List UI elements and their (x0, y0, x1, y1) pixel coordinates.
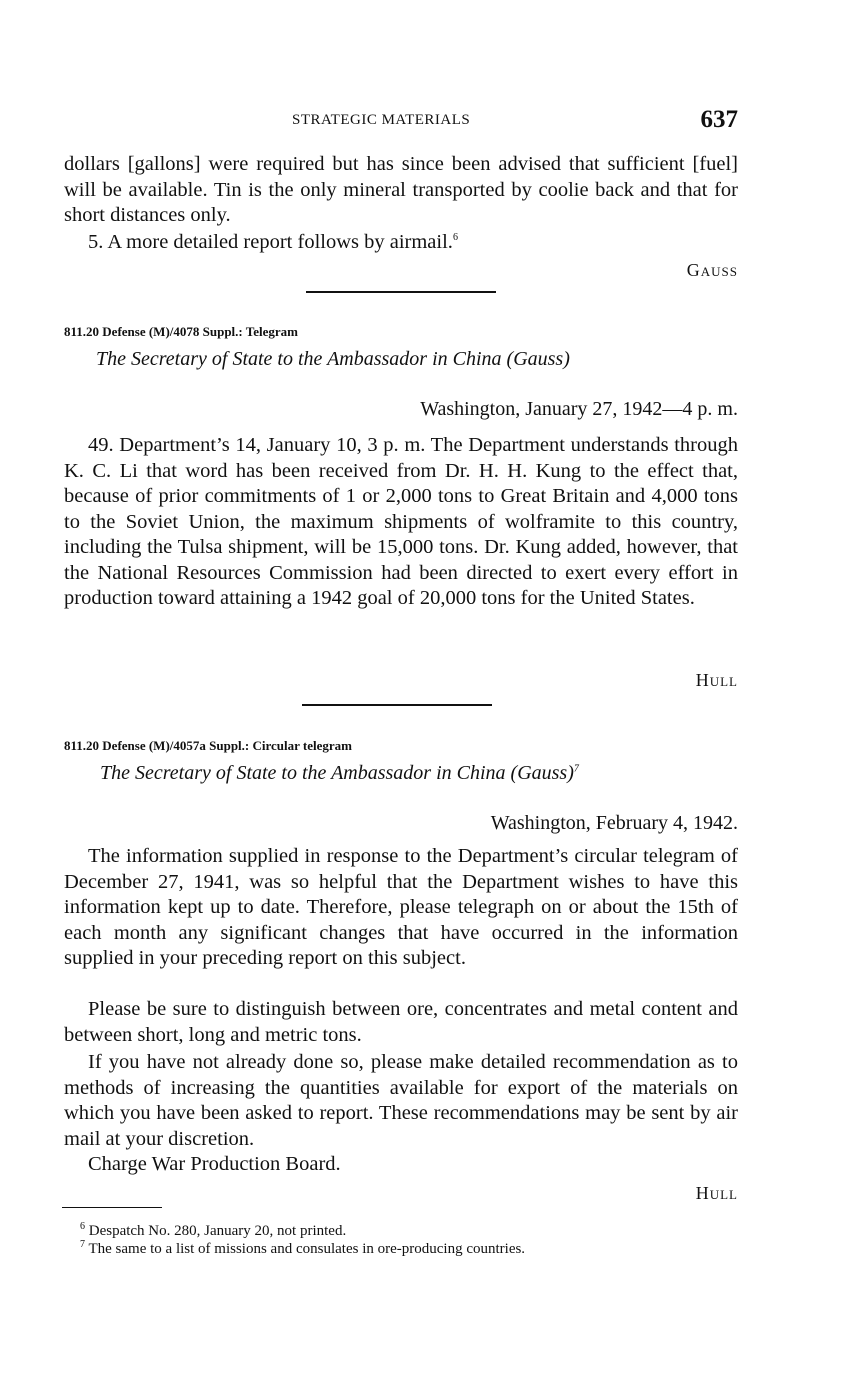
footnote-mark: 6 (80, 1221, 85, 1232)
footnote-mark: 7 (80, 1239, 85, 1250)
document-title: The Secretary of State to the Ambassador in China (Gauss) (96, 348, 570, 370)
footnote-text: Despatch No. 280, January 20, not printed. (88, 1223, 347, 1239)
signature-hull: Hull (695, 1183, 738, 1203)
file-number: 811.20 Defense (M)/4057a Suppl.: Circular telegram (64, 738, 353, 753)
footnote-ref-7: 7 (573, 763, 579, 775)
footnote-rule (62, 1207, 162, 1208)
continuation-text: dollars [gallons] were required but has since been advised that sufficient [fuel] will be available. Tin is the only mineral transported by coolie back and that for short distances only. (64, 153, 738, 226)
continuation-paragraph (64, 152, 738, 229)
dateline-text: Washington, January 27, 1942—4 p. m. (420, 398, 738, 420)
dateline (420, 398, 738, 421)
running-title: STRATEGIC MATERIALS (292, 112, 471, 128)
signature-hull: Hull (695, 670, 738, 690)
footnote (80, 1240, 720, 1258)
document-title-text: The Secretary of State to the Ambassador in China (Gauss) (100, 762, 574, 784)
circular-paragraph: Please be sure to distinguish between ore, concentrates and metal content and between short, long and metric tons. (64, 998, 738, 1046)
circular-paragraph: If you have not already done so, please make detailed recommendation as to methods of increasing the quantities available for export of the materials on which you have been asked to report. These recommendations may be sent by air mail at your discretion. (64, 1051, 738, 1150)
document-title (100, 762, 579, 785)
footnote (80, 1222, 720, 1240)
footnote-text: The same to a list of missions and consulates in ore-producing countries. (88, 1241, 526, 1257)
circular-paragraph: Charge War Production Board. (88, 1153, 341, 1175)
page-number: 637 (700, 106, 738, 133)
telegram-body (64, 433, 738, 612)
continuation-text-2: 5. A more detailed report follows by airmail. (88, 231, 453, 253)
dateline-text: Washington, February 4, 1942. (490, 812, 738, 834)
section-divider (306, 291, 496, 293)
file-number: 811.20 Defense (M)/4078 Suppl.: Telegram (64, 324, 298, 339)
section-divider (302, 704, 492, 706)
page-header (60, 106, 740, 138)
footnote-ref-6: 6 (452, 232, 458, 244)
signature-gauss: Gauss (686, 260, 738, 280)
continuation-paragraph-2 (64, 230, 738, 256)
circular-paragraph: The information supplied in response to the Department’s circular telegram of December 27, 1941, was so helpful that the Department wishes to have this information kept up to date. Therefore, please telegraph on or about the 15th of each month any significant changes that have occurred in the information supplied in your preceding report on this subject. (64, 845, 738, 969)
footnotes (80, 1222, 720, 1258)
dateline (491, 812, 738, 835)
telegram-body-text: 49. Department’s 14, January 10, 3 p. m. The Department understands through K. C. Li that word has been received from Dr. H. H. Kung to the effect that, because of prior commitments of 1 or 2,000 tons to Great Britain and 4,000 tons to the Soviet Union, the maximum shipments of wolframite to this country, including the Tulsa shipment, will be 15,000 tons. Dr. Kung added, however, that the National Resources Commission had been directed to exert every effort in production toward attaining a 1942 goal of 20,000 tons for the United States. (64, 434, 738, 609)
